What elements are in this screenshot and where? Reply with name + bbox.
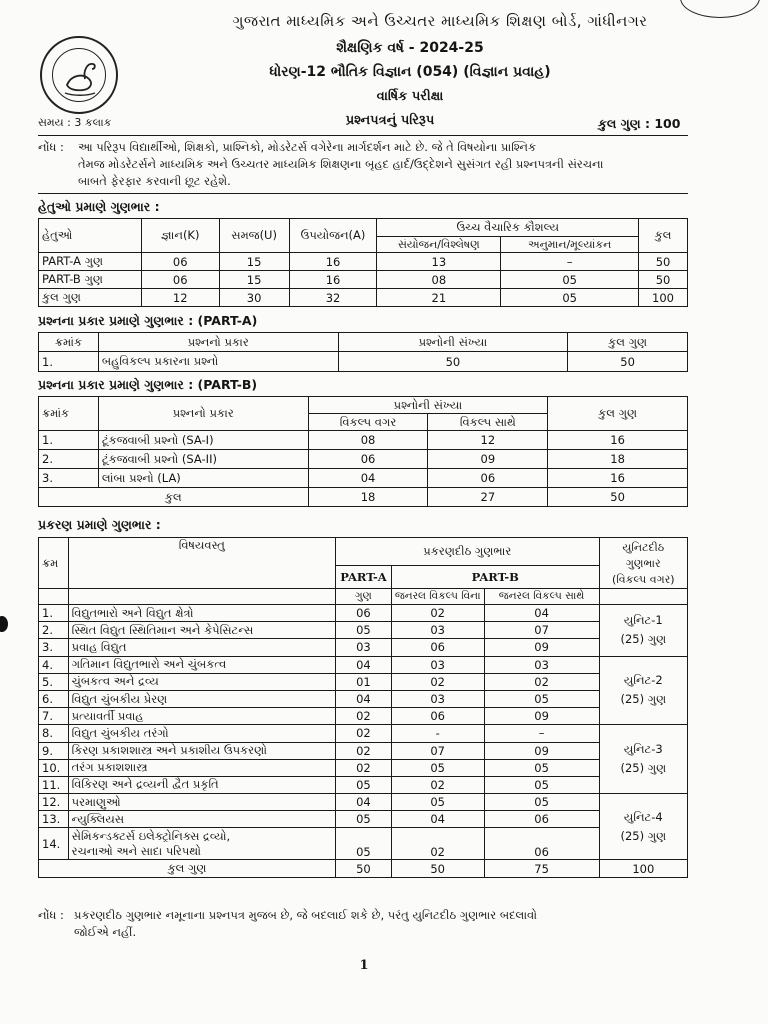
- col-header-application: ઉપયોજન(A): [289, 219, 377, 253]
- cell-value: 50: [338, 352, 568, 372]
- col-header-marks: કુલ ગુણ: [568, 333, 688, 352]
- cell-number: 13.: [39, 811, 69, 828]
- paper-blueprint-title: પ્રશ્નપત્રનું પરિરૂપ: [345, 113, 435, 128]
- cell-topic: સ્થિત વિદ્યુત સ્થિતિમાન અને કેપેસિટન્સ: [68, 622, 335, 639]
- cell-topic: કિરણ પ્રકાશશાસ્ત્ર અને પ્રકાશીય ઉપકરણો: [68, 742, 335, 759]
- cell-number: 8.: [39, 725, 69, 742]
- table-total-row: [39, 289, 688, 307]
- table-row: [39, 673, 688, 690]
- punch-hole-mark: [0, 616, 8, 632]
- cell-value: 18: [308, 488, 428, 507]
- unit-cell: [599, 794, 687, 860]
- cell-topic: વિદ્યુતભારો અને વિદ્યુત ક્ષેત્રો: [68, 605, 335, 622]
- cell-value: 04: [336, 690, 392, 707]
- cell-value: 01: [336, 673, 392, 690]
- cell-value: 50: [548, 488, 688, 507]
- table-row: [39, 708, 688, 725]
- typeA-section-title: પ્રશ્નના પ્રકાર પ્રમાણે ગુણભાર : (PART-A): [38, 313, 258, 328]
- col-header-hots: ઉચ્ચ વૈચારિક કૌશલ્ય: [377, 219, 639, 237]
- subject-title: ધોરણ-12 ભૌતિક વિજ્ઞાન (054) (વિજ્ઞાન પ્રવાહ): [269, 64, 551, 80]
- typeA-table: [38, 332, 688, 372]
- topic-line-1: સેમિકન્ડક્ટર્સ ઇલેક્ટ્રોનિક્સ દ્રવ્યો,: [71, 828, 231, 843]
- table-total-row: [39, 860, 688, 878]
- table-row: [39, 622, 688, 639]
- cell-value: 05: [501, 271, 639, 289]
- col-header-question-count: પ્રશ્નોની સંખ્યા: [308, 397, 548, 414]
- cell-value: 06: [391, 708, 484, 725]
- typeB-section-title: પ્રશ્નના પ્રકાર પ્રમાણે ગુણભાર : (PART-B): [38, 377, 258, 392]
- cell-value: 05: [336, 622, 392, 639]
- unit-name: યુનિટ-1: [623, 613, 663, 628]
- col-header-part-b: PART-B: [391, 565, 599, 588]
- cell-question-type: ટૂંકજવાબી પ્રશ્નો (SA-II): [98, 450, 308, 469]
- cell-number: 9.: [39, 742, 69, 759]
- cell-value: 05: [391, 759, 484, 776]
- cell-number: 3.: [39, 639, 69, 656]
- cell-value: 18: [548, 450, 688, 469]
- cell-value: 03: [484, 656, 599, 673]
- cell-value: 06: [308, 450, 428, 469]
- col-header-number: ક્રમ: [39, 538, 69, 589]
- row-label: PART-B ગુણ: [39, 271, 142, 289]
- cell-topic: વિદ્યુત ચુંબકીય પ્રેરણ: [68, 690, 335, 707]
- unit-header-line2: ગુણભાર: [625, 557, 661, 570]
- cell-value: 50: [639, 253, 688, 271]
- cell-value: 04: [391, 811, 484, 828]
- cell-value: 06: [141, 253, 219, 271]
- table-row: [39, 828, 688, 860]
- cell-value: 12: [428, 431, 548, 450]
- cell-number: 12.: [39, 794, 69, 811]
- cell-value: 27: [428, 488, 548, 507]
- table-row: [39, 794, 688, 811]
- col-header-number: ક્રમાંક: [39, 397, 99, 431]
- cell-value: 06: [484, 811, 599, 828]
- col-header-objective: હેતુઓ: [39, 219, 142, 253]
- cell-value: 06: [428, 469, 548, 488]
- cell-value: 12: [141, 289, 219, 307]
- cell-value: 02: [391, 673, 484, 690]
- col-header-without-choice: વિકલ્પ વગર: [308, 414, 428, 431]
- cell-value: 05: [336, 811, 392, 828]
- cell-topic: પ્રવાહ વિદ્યુત: [68, 639, 335, 656]
- note-label: નોંધ :: [38, 140, 64, 154]
- table-row: [39, 776, 688, 793]
- cell-number: 2.: [39, 622, 69, 639]
- unit-marks: (25) ગુણ: [620, 828, 667, 843]
- cell-value: 05: [484, 759, 599, 776]
- cell-topic: વિકિરણ અને દ્રવ્યની દ્વૈત પ્રકૃતિ: [68, 776, 335, 793]
- cell-value: 02: [336, 759, 392, 776]
- academic-year: શૈક્ષણિક વર્ષ - 2024-25: [336, 40, 484, 56]
- col-header-inference: અનુમાન/મૂલ્યાંકન: [501, 237, 639, 253]
- cell-value: 15: [219, 271, 289, 289]
- cell-value: 06: [484, 828, 599, 860]
- cell-value: 50: [639, 271, 688, 289]
- col-header-question-count: પ્રશ્નોની સંખ્યા: [338, 333, 568, 352]
- cell-value: -: [391, 725, 484, 742]
- table-row: [39, 811, 688, 828]
- cell-value: 08: [377, 271, 501, 289]
- note2-line-1: પ્રકરણદીઠ ગુણભાર નમૂનાના પ્રશ્નપત્ર મુજબ છે, જે બદલાઈ શકે છે, પરંતુ યુનિટદીઠ ગુણભાર બદલાવો: [74, 908, 538, 922]
- cell-topic: ન્યુક્લિયસ: [68, 811, 335, 828]
- unit-marks: (25) ગુણ: [620, 632, 667, 647]
- unit-header-line1: યુનિટદીઠ: [622, 541, 665, 554]
- table-row: [39, 656, 688, 673]
- table-row: [39, 469, 688, 488]
- row-label: કુલ ગુણ: [39, 860, 336, 878]
- cell-topic: ગતિમાન વિદ્યુતભારો અને ચુંબકત્વ: [68, 656, 335, 673]
- table-row: [39, 450, 688, 469]
- cell-value: 06: [391, 639, 484, 656]
- board-name: ગુજરાત માધ્યમિક અને ઉચ્ચતર માધ્યમિક શિક્ષણ બોર્ડ, ગાંધીનગર: [232, 12, 648, 30]
- cell-value: 05: [501, 289, 639, 307]
- cell-value: 30: [219, 289, 289, 307]
- cell-value: 09: [484, 742, 599, 759]
- chapter-rows: [39, 605, 688, 860]
- cell-value: 15: [219, 253, 289, 271]
- cell-value: 06: [336, 605, 392, 622]
- unit-name: યુનિટ-4: [623, 809, 663, 824]
- cell-value: 07: [391, 742, 484, 759]
- cell-number: 14.: [39, 828, 69, 860]
- cell-value: 02: [391, 776, 484, 793]
- cell-value: 09: [428, 450, 548, 469]
- cell-value: 50: [336, 860, 392, 878]
- table-row: [39, 352, 688, 372]
- note-line-2: તેમજ મોડરેટર્સને માધ્યમિક અને ઉચ્ચતર માધ્યમિક શિક્ષણના બૃહદ હાર્દ/ઉદ્દેશને સુસંગત રહી પ્રશ્નપત્રની સંરચના: [78, 157, 604, 171]
- swan-emblem-icon: [53, 49, 107, 103]
- objectives-section-title: હેતુઓ પ્રમાણે ગુણભાર :: [38, 199, 160, 214]
- cell-number: 1.: [39, 431, 99, 450]
- chapters-table: [38, 537, 688, 878]
- note-line-1: આ પરિરૂપ વિદ્યાર્થીઓ, શિક્ષકો, પ્રાશ્નિકો, મોડરેટર્સ વગેરેના માર્ગદર્શન માટે છે. જે તે વિષયોના પ્રાશ્નિક: [78, 140, 537, 154]
- cell-value: 02: [336, 742, 392, 759]
- col-header-marks: ગુણ: [336, 589, 392, 605]
- cell-value: 04: [484, 605, 599, 622]
- cell-value: 05: [336, 776, 392, 793]
- cell-value: 05: [484, 776, 599, 793]
- cell-value: 04: [336, 656, 392, 673]
- cell-number: 10.: [39, 759, 69, 776]
- cell-value: 09: [484, 708, 599, 725]
- cell-number: 11.: [39, 776, 69, 793]
- note-line-3: બાબતે ફેરફાર કરવાની છૂટ રહેશે.: [78, 174, 231, 188]
- chapters-section-title: પ્રકરણ પ્રમાણે ગુણભાર :: [38, 517, 161, 532]
- col-header-topic: વિષયવસ્તુ: [68, 538, 335, 589]
- col-header-marks: કુલ ગુણ: [548, 397, 688, 431]
- table-row: [39, 605, 688, 622]
- cell-value: 04: [308, 469, 428, 488]
- unit-cell: [599, 605, 687, 657]
- cell-value: 13: [377, 253, 501, 271]
- col-header-part-a: PART-A: [336, 565, 392, 588]
- cell-number: 4.: [39, 656, 69, 673]
- cell-value: 03: [391, 656, 484, 673]
- col-header-chapter-weight: પ્રકરણદીઠ ગુણભાર: [336, 538, 600, 566]
- note2-label: નોંધ :: [38, 908, 64, 922]
- cell-value: 100: [639, 289, 688, 307]
- table-row: [39, 271, 688, 289]
- cell-value: 100: [599, 860, 687, 878]
- cell-question-type: લાંબા પ્રશ્નો (LA): [98, 469, 308, 488]
- cell-number: 1.: [39, 352, 99, 372]
- topic-line-2: રચનાઓ અને સાદા પરિપથો: [71, 843, 201, 858]
- unit-name: યુનિટ-2: [623, 673, 663, 688]
- table-row: [39, 725, 688, 742]
- cell-topic: [68, 828, 335, 860]
- cell-value: 02: [336, 708, 392, 725]
- cell-value: 07: [484, 622, 599, 639]
- cell-value: 21: [377, 289, 501, 307]
- cell-topic: પ્રત્યાવર્તી પ્રવાહ: [68, 708, 335, 725]
- cell-number: 2.: [39, 450, 99, 469]
- cell-value: 03: [391, 622, 484, 639]
- table-row: [39, 253, 688, 271]
- row-label: કુલ ગુણ: [39, 289, 142, 307]
- cell-value: 03: [336, 639, 392, 656]
- col-header-knowledge: જ્ઞાન(K): [141, 219, 219, 253]
- row-label: PART-A ગુણ: [39, 253, 142, 271]
- col-header-understanding: સમજ(U): [219, 219, 289, 253]
- cell-number: 1.: [39, 605, 69, 622]
- cell-value: 50: [568, 352, 688, 372]
- cell-value: 16: [289, 253, 377, 271]
- col-header-question-type: પ્રશ્નનો પ્રકાર: [98, 397, 308, 431]
- col-header-unit-weight: [599, 538, 687, 589]
- cell-value: 16: [548, 431, 688, 450]
- board-seal-logo: [40, 36, 118, 114]
- unit-cell: [599, 656, 687, 725]
- cell-value: 02: [484, 673, 599, 690]
- page-number: 1: [359, 958, 369, 973]
- cell-topic: પરમાણુઓ: [68, 794, 335, 811]
- cell-value: 50: [391, 860, 484, 878]
- cell-value: 02: [391, 828, 484, 860]
- table-row: [39, 742, 688, 759]
- cell-number: 7.: [39, 708, 69, 725]
- cell-value: 32: [289, 289, 377, 307]
- cell-question-type: બહુવિકલ્પ પ્રકારના પ્રશ્નો: [98, 352, 338, 372]
- cell-value: 06: [141, 271, 219, 289]
- cell-value: 75: [484, 860, 599, 878]
- cell-number: 3.: [39, 469, 99, 488]
- table-row: [39, 690, 688, 707]
- unit-name: યુનિટ-3: [623, 742, 663, 757]
- cell-value: 16: [289, 271, 377, 289]
- table-row: [39, 759, 688, 776]
- cell-topic: ચુંબકત્વ અને દ્રવ્ય: [68, 673, 335, 690]
- unit-header-line3: (વિકલ્પ વગર): [611, 573, 675, 586]
- cell-number: 6.: [39, 690, 69, 707]
- cell-number: 5.: [39, 673, 69, 690]
- exam-duration: સમય : 3 કલાક: [38, 116, 112, 129]
- unit-cell: [599, 725, 687, 794]
- header-divider: [38, 135, 688, 136]
- cell-value: 05: [391, 794, 484, 811]
- row-label: કુલ: [39, 488, 309, 507]
- col-header-synthesis: સંયોજન/વિશ્લેષણ: [377, 237, 501, 253]
- cell-value: 02: [336, 725, 392, 742]
- note-divider: [38, 193, 688, 194]
- cell-value: –: [501, 253, 639, 271]
- cell-value: –: [484, 725, 599, 742]
- cell-value: 05: [484, 794, 599, 811]
- col-header-general-with-choice: જનરલ વિકલ્પ સાથે: [484, 589, 599, 605]
- cell-value: 16: [548, 469, 688, 488]
- cell-value: 04: [336, 794, 392, 811]
- total-marks: કુલ ગુણ : 100: [598, 116, 681, 131]
- cell-value: 03: [391, 690, 484, 707]
- cell-value: 08: [308, 431, 428, 450]
- cell-value: 09: [484, 639, 599, 656]
- table-total-row: [39, 488, 688, 507]
- table-row: [39, 639, 688, 656]
- col-header-number: ક્રમાંક: [39, 333, 99, 352]
- table-row: [39, 431, 688, 450]
- col-header-general-without-choice: જનરલ વિકલ્પ વિના: [391, 589, 484, 605]
- cell-value: 02: [391, 605, 484, 622]
- col-header-question-type: પ્રશ્નનો પ્રકાર: [98, 333, 338, 352]
- cell-topic: વિદ્યુત ચુંબકીય તરંગો: [68, 725, 335, 742]
- cell-value: 05: [484, 690, 599, 707]
- unit-marks: (25) ગુણ: [620, 761, 667, 776]
- note2-line-2: જોઈએ નહીં.: [74, 925, 137, 939]
- cell-topic: તરંગ પ્રકાશશાસ્ત્ર: [68, 759, 335, 776]
- objectives-table: [38, 218, 688, 307]
- typeB-table: [38, 396, 688, 507]
- col-header-with-choice: વિકલ્પ સાથે: [428, 414, 548, 431]
- col-header-total: કુલ: [639, 219, 688, 253]
- exam-name: વાર્ષિક પરીક્ષા: [376, 89, 444, 104]
- cell-value: 05: [336, 828, 392, 860]
- cell-question-type: ટૂંકજવાબી પ્રશ્નો (SA-I): [98, 431, 308, 450]
- unit-marks: (25) ગુણ: [620, 692, 667, 707]
